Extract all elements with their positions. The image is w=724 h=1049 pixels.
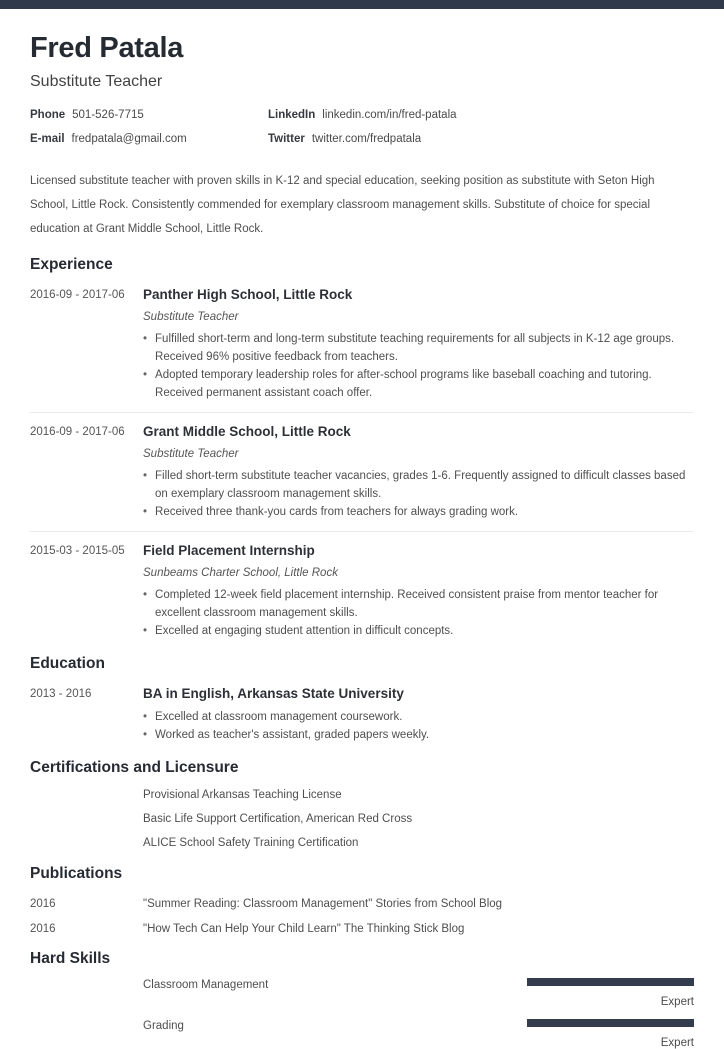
certification-list — [30, 789, 694, 850]
section-hard-skills — [30, 950, 694, 1049]
contact-item-twitter — [268, 133, 694, 146]
section-heading-certifications: Certifications and Licensure — [30, 758, 239, 776]
entry-dates: 2015-03 - 2015-05 — [30, 545, 125, 558]
contact-info — [30, 109, 694, 146]
bullet-marker-icon — [143, 366, 147, 402]
section-certifications — [30, 759, 694, 851]
bullet-text: Completed 12-week field placement internship. Received consistent praise from mentor teacher for excellent classroom management skills. — [155, 589, 659, 620]
certification-text: ALICE School Safety Training Certification — [143, 837, 359, 850]
certification-item — [30, 789, 694, 802]
section-heading-education: Education — [30, 655, 105, 673]
bullet-marker-icon — [143, 708, 147, 726]
bullet-text: Received three thank-you cards from teachers for always grading work. — [155, 506, 519, 519]
bullet-text: Worked as teacher's assistant, graded papers weekly. — [155, 728, 430, 741]
bullet-text: Adopted temporary leadership roles for after-school programs like baseball coaching and tutoring. Received permanent assistant coach offer. — [155, 369, 652, 400]
entry-bullets — [143, 708, 694, 744]
entry-title: Grant Middle School, Little Rock — [143, 424, 351, 440]
certification-text: Basic Life Support Certification, American Red Cross — [143, 813, 413, 826]
bullet-marker-icon — [143, 726, 147, 744]
contact-label-twitter: Twitter — [268, 133, 305, 146]
bullet-marker-icon — [143, 622, 147, 640]
entry-bullets — [143, 586, 694, 640]
entry-title: BA in English, Arkansas State University — [143, 685, 404, 701]
bullet-text: Fulfilled short-term and long-term substitute teaching requirements for all subjects in K-12 age groups. Received 96% positive feedback from teachers. — [155, 333, 675, 364]
contact-item-email — [30, 133, 268, 146]
contact-label-linkedin: LinkedIn — [268, 109, 316, 122]
entry-dates-empty — [30, 813, 143, 826]
publication-year: 2016 — [30, 897, 56, 910]
entry-dates-empty — [30, 978, 143, 1008]
entry-body — [143, 424, 694, 521]
bullet-item — [143, 467, 694, 503]
certification-item — [30, 837, 694, 850]
bullet-item — [143, 708, 694, 726]
bullet-item — [143, 586, 694, 622]
publication-item — [30, 896, 694, 910]
person-name: Fred Patala — [30, 32, 184, 64]
bullet-marker-icon — [143, 586, 147, 622]
certification-text: Provisional Arkansas Teaching License — [143, 789, 342, 802]
contact-item-phone — [30, 109, 268, 122]
skill-level-label: Expert — [660, 996, 694, 1009]
contact-label-phone: Phone — [30, 109, 66, 122]
bullet-marker-icon — [143, 503, 147, 521]
contact-value-phone: 501-526-7715 — [72, 109, 144, 122]
section-heading-hard-skills: Hard Skills — [30, 949, 111, 967]
skill-level-bar — [527, 1019, 694, 1027]
contact-label-email: E-mail — [30, 133, 65, 146]
bullet-text: Excelled at classroom management coursework. — [155, 710, 403, 723]
education-entry-1 — [30, 674, 694, 744]
contact-value-twitter[interactable]: twitter.com/fredpatala — [311, 133, 422, 146]
entry-dates: 2016-09 - 2017-06 — [30, 426, 125, 439]
professional-summary: Licensed substitute teacher with proven skills in K-12 and special education, seeking position as substitute with Seton High School, Little Rock. Consistently commended for exemplary classroom management skills. Substitute of choice for special education at Grant Middle School, Little Rock. — [30, 175, 655, 236]
bullet-item — [143, 726, 694, 744]
top-accent-bar — [0, 0, 724, 9]
section-experience — [30, 256, 694, 640]
publication-item — [30, 921, 694, 935]
entry-dates-empty — [30, 789, 143, 802]
contact-value-email[interactable]: fredpatala@gmail.com — [71, 133, 187, 146]
skill-cell — [143, 978, 694, 1008]
resume-header — [30, 33, 694, 146]
resume-page — [0, 9, 724, 1049]
bullet-marker-icon — [143, 330, 147, 366]
entry-body — [143, 686, 694, 744]
skill-name: Grading — [143, 1020, 184, 1033]
contact-item-linkedin — [268, 109, 694, 122]
bullet-item — [143, 330, 694, 366]
entry-body — [143, 543, 694, 640]
entry-title: Field Placement Internship — [143, 543, 315, 559]
entry-bullets — [143, 330, 694, 402]
entry-body — [143, 287, 694, 402]
entry-dates: 2016-09 - 2017-06 — [30, 289, 125, 302]
entry-subtitle: Substitute Teacher — [143, 311, 239, 324]
section-heading-publications: Publications — [30, 865, 123, 883]
bullet-text: Filled short-term substitute teacher vacancies, grades 1-6. Frequently assigned to difficult classes based on exemplary classroom management skills. — [155, 470, 686, 501]
section-heading-experience: Experience — [30, 256, 113, 274]
skill-meter — [527, 978, 694, 1008]
bullet-marker-icon — [143, 467, 147, 503]
skill-name: Classroom Management — [143, 979, 269, 992]
publication-title: "How Tech Can Help Your Child Learn" The Thinking Stick Blog — [143, 922, 465, 935]
experience-entry-2 — [30, 412, 694, 521]
bullet-text: Excelled at engaging student attention in difficult concepts. — [155, 625, 454, 638]
entry-title: Panther High School, Little Rock — [143, 287, 353, 303]
experience-entry-3 — [30, 531, 694, 640]
certification-item — [30, 813, 694, 826]
bullet-item — [143, 503, 694, 521]
entry-bullets — [143, 467, 694, 521]
publication-title: "Summer Reading: Classroom Management" Stories from School Blog — [143, 897, 503, 910]
bullet-item — [143, 366, 694, 402]
experience-entry-1 — [30, 275, 694, 402]
section-education — [30, 655, 694, 744]
entry-dates: 2013 - 2016 — [30, 687, 92, 700]
skill-level-bar — [527, 978, 694, 986]
entry-subtitle: Sunbeams Charter School, Little Rock — [143, 567, 338, 580]
skill-item — [30, 978, 694, 1008]
bullet-item — [143, 622, 694, 640]
entry-dates-empty — [30, 837, 143, 850]
publication-year: 2016 — [30, 922, 56, 935]
person-job-title: Substitute Teacher — [30, 73, 163, 91]
section-publications — [30, 865, 694, 935]
contact-value-linkedin[interactable]: linkedin.com/in/fred-patala — [322, 109, 457, 122]
skill-level-label: Expert — [660, 1037, 694, 1049]
entry-subtitle: Substitute Teacher — [143, 448, 239, 461]
